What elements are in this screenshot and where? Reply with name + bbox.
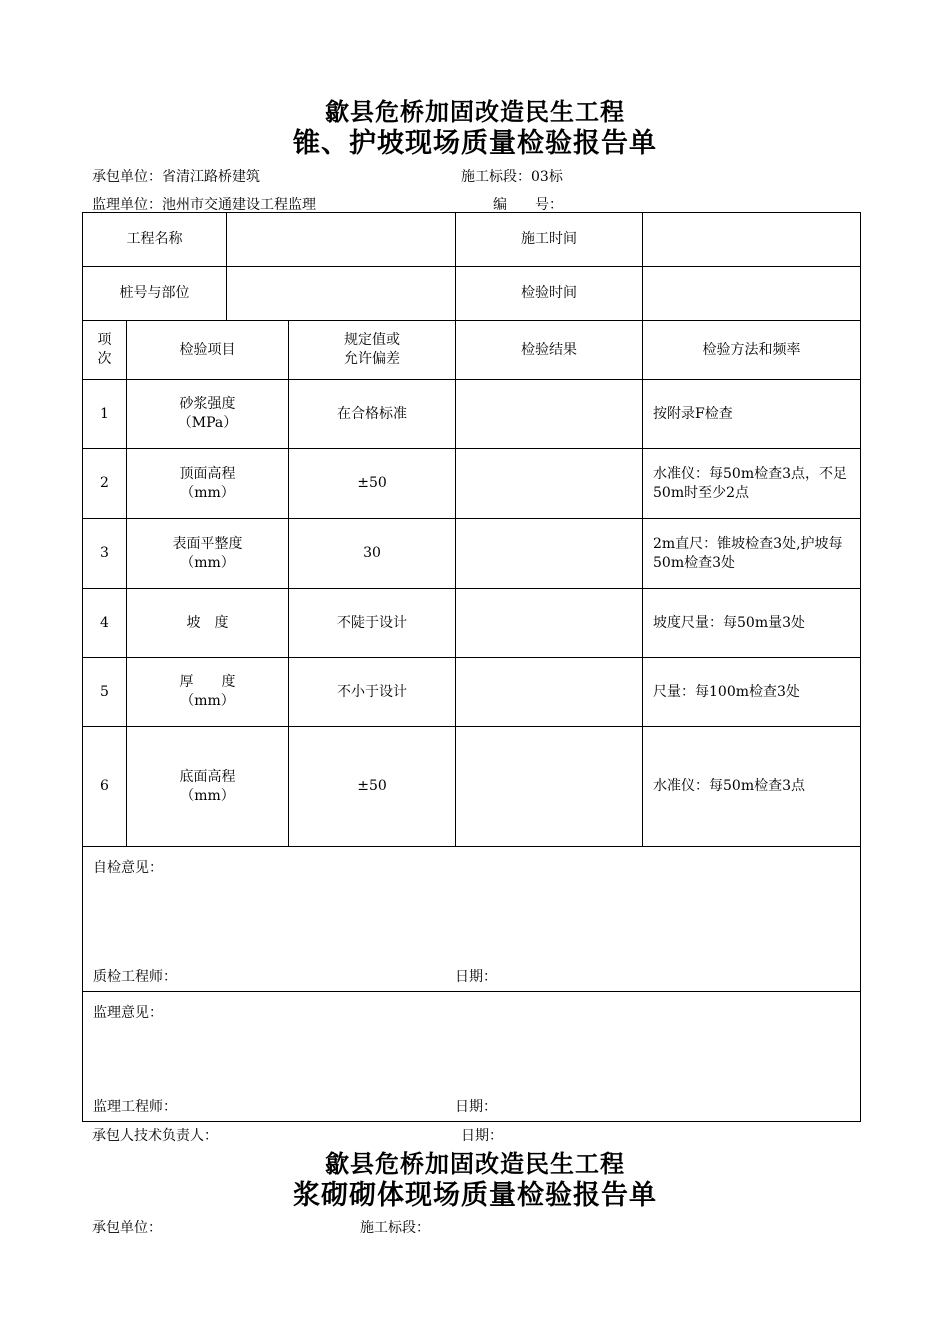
row-method: 水准仪：每50m检查3点，不足50m时至少2点: [643, 449, 861, 519]
header-spec-line2: 允许偏差: [344, 351, 400, 367]
supervisor-label: 监理单位：池州市交通建设工程监理: [92, 197, 316, 213]
row-item-name: 顶面高程: [179, 465, 236, 482]
header-item: 检验项目: [127, 321, 289, 380]
row-spec: 不小于设计: [289, 658, 456, 727]
inspection-table: [82, 212, 861, 1122]
supervision-date-label: 日期：: [455, 1099, 497, 1115]
header-spec: [289, 321, 456, 380]
row-spec: 不陡于设计: [289, 589, 456, 658]
row-no: 1: [83, 380, 127, 449]
row-item-unit: （mm）: [180, 554, 235, 571]
table-row: [83, 380, 861, 449]
tech-lead-date-label: 日期：: [461, 1128, 503, 1144]
row-item: [127, 589, 289, 658]
row-result[interactable]: [456, 589, 643, 658]
header-spec-line1: 规定值或: [344, 332, 400, 348]
row-item: [127, 658, 289, 727]
station-value[interactable]: [227, 267, 456, 321]
table-row: [83, 727, 861, 847]
row-no: 2: [83, 449, 127, 519]
row-item-name: 底面高程: [179, 768, 236, 785]
row-item-unit: （mm）: [180, 787, 235, 804]
number-label: 编 号：: [493, 197, 563, 213]
row-no: 6: [83, 727, 127, 847]
row-item-name: 砂浆强度: [179, 396, 236, 412]
row-spec: 在合格标准: [289, 380, 456, 449]
row-spec: ±50: [289, 727, 456, 847]
form1-title-line2: 锥、护坡现场质量检验报告单: [293, 128, 657, 159]
row-item: [127, 727, 289, 847]
row-result[interactable]: [456, 658, 643, 727]
contractor-label: 承包单位：省清江路桥建筑: [92, 169, 260, 185]
self-check-label: 自检意见：: [93, 860, 163, 876]
row-result[interactable]: [456, 449, 643, 519]
header-result: 检验结果: [456, 321, 643, 380]
section-label: 施工标段：03标: [461, 169, 563, 185]
row-item: [127, 519, 289, 589]
form2-section-label: 施工标段：: [360, 1220, 430, 1236]
row-no: 3: [83, 519, 127, 589]
form1-title-line1: 歙县危桥加固改造民生工程: [325, 97, 625, 126]
row-item: [127, 449, 289, 519]
row-no: 4: [83, 589, 127, 658]
project-name-value[interactable]: [227, 213, 456, 267]
self-check-section[interactable]: [83, 847, 861, 992]
row-spec: ±50: [289, 449, 456, 519]
row-item-name: 厚 度: [179, 674, 236, 690]
table-row: [83, 658, 861, 727]
supervision-engineer-label: 监理工程师：: [93, 1099, 177, 1115]
construction-time-value[interactable]: [643, 213, 861, 267]
inspection-time-value[interactable]: [643, 267, 861, 321]
inspection-time-label: 检验时间: [456, 267, 643, 321]
row-result[interactable]: [456, 380, 643, 449]
row-method: 按附录F检查: [643, 380, 861, 449]
row-method: 水准仪：每50m检查3点: [643, 727, 861, 847]
form2-title-line2: 浆砌砌体现场质量检验报告单: [293, 1180, 657, 1211]
table-row: [83, 449, 861, 519]
row-result[interactable]: [456, 727, 643, 847]
table-row: [83, 519, 861, 589]
construction-time-label: 施工时间: [456, 213, 643, 267]
row-method: 坡度尺量：每50m量3处: [643, 589, 861, 658]
form2-title-line1: 歙县危桥加固改造民生工程: [325, 1149, 625, 1178]
row-method: 尺量：每100m检查3处: [643, 658, 861, 727]
row-result[interactable]: [456, 519, 643, 589]
project-name-label: 工程名称: [83, 213, 227, 267]
row-item-unit: （mm）: [180, 693, 235, 709]
qc-date-label: 日期：: [455, 969, 497, 985]
tech-lead-label: 承包人技术负责人：: [92, 1128, 218, 1144]
row-item: [127, 380, 289, 449]
row-item-name: 表面平整度: [172, 535, 243, 552]
header-no-text: 项次: [97, 332, 112, 367]
qc-engineer-label: 质检工程师：: [93, 969, 177, 985]
row-item-name: 坡 度: [186, 614, 229, 631]
header-method: 检验方法和频率: [643, 321, 861, 380]
form2-contractor-label: 承包单位：: [92, 1220, 162, 1236]
row-no: 5: [83, 658, 127, 727]
row-item-unit: （MPa）: [177, 415, 238, 431]
station-label: 桩号与部位: [83, 267, 227, 321]
row-method: 2m直尺：锥坡检查3处,护坡每50m检查3处: [643, 519, 861, 589]
table-row: [83, 589, 861, 658]
row-spec: 30: [289, 519, 456, 589]
row-item-unit: （mm）: [180, 484, 235, 501]
supervision-opinion-section[interactable]: [83, 992, 861, 1122]
header-no: [83, 321, 127, 380]
supervision-opinion-label: 监理意见：: [93, 1005, 163, 1021]
